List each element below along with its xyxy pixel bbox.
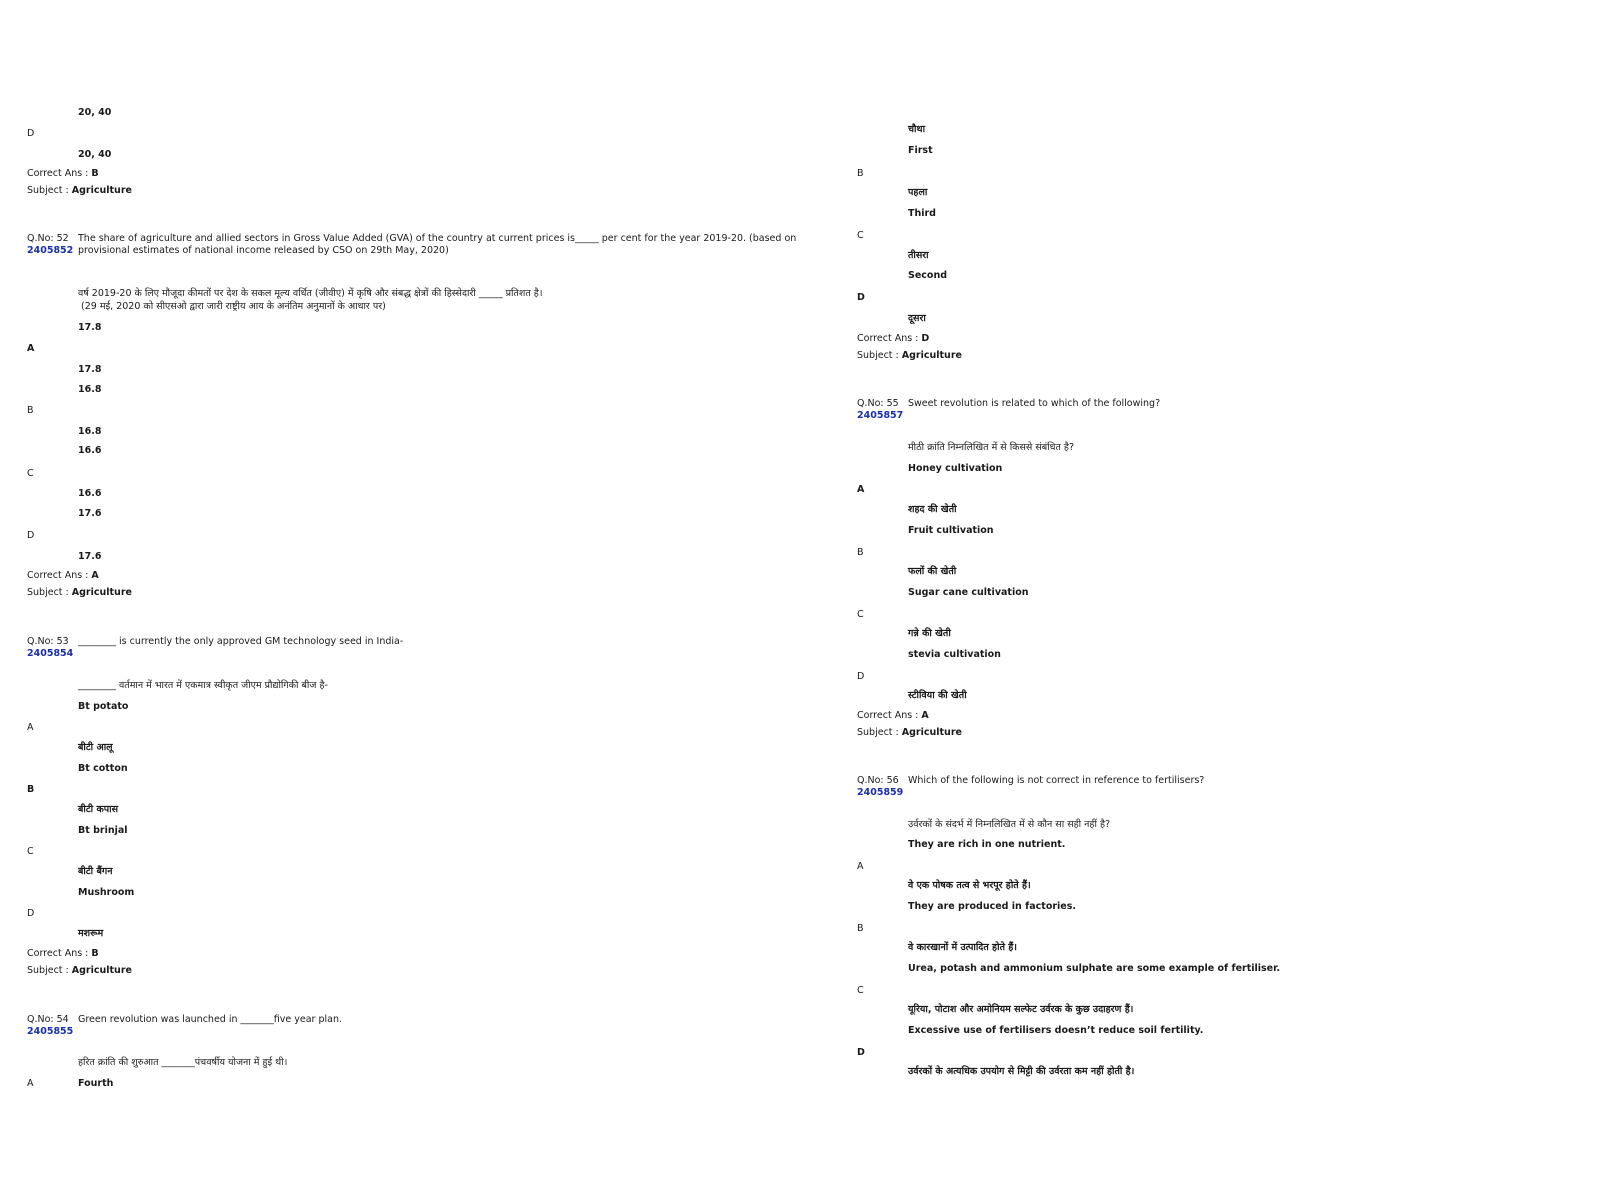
option-text-hi: बीटी बैंगन — [78, 866, 113, 877]
correct-answer: Correct Ans : D — [857, 333, 930, 344]
question-text-hi: वर्ष 2019-20 के लिए मौजूदा कीमतों पर देश के सकल मूल्य वर्धित (जीवीए) में कृषि और संबद्ध क्षेत्रों की हिस्सेदारी _____ प्रतिशत है। — [78, 288, 543, 299]
option-marker: A — [27, 343, 35, 354]
correct-answer: Correct Ans : A — [857, 710, 929, 721]
option-text-hi: वे कारखानों में उत्पादित होते हैं। — [908, 942, 1017, 953]
option-text-en: Bt potato — [78, 701, 129, 712]
option-text-hi: शहद की खेती — [908, 504, 957, 515]
subject: Subject : Agriculture — [857, 350, 962, 361]
option-marker: D — [27, 128, 35, 139]
option-text-en: They are rich in one nutrient. — [908, 839, 1066, 850]
question-id: 2405859 — [857, 787, 904, 798]
option-text-en: First — [908, 145, 933, 156]
question-id: 2405857 — [857, 410, 904, 421]
question-text-en: ________ is currently the only approved GM technology seed in India- — [78, 636, 404, 647]
option-text-hi: 17.8 — [78, 364, 102, 375]
option-text-en: Fourth — [78, 1078, 114, 1089]
option-text-hi: 17.6 — [78, 551, 102, 562]
question-text-en: Sweet revolution is related to which of the following? — [908, 398, 1161, 409]
option-text-hi: स्टीविया की खेती — [908, 690, 967, 701]
option-text-en: Sugar cane cultivation — [908, 587, 1029, 598]
option-marker: B — [857, 168, 864, 179]
option-marker: D — [857, 292, 865, 303]
option-marker: D — [857, 671, 865, 682]
question-number: Q.No: 52 — [27, 233, 69, 244]
option-text-hi: बीटी कपास — [78, 804, 119, 815]
option-marker: A — [857, 861, 864, 872]
question-text-en: provisional estimates of national income released by CSO on 29th May, 2020) — [78, 245, 449, 256]
question-id: 2405855 — [27, 1026, 74, 1037]
option-text-en: Bt brinjal — [78, 825, 128, 836]
option-text-en: Mushroom — [78, 887, 135, 898]
option-marker: C — [27, 846, 34, 857]
option-text-en: 16.8 — [78, 384, 102, 395]
option-marker: B — [27, 405, 34, 416]
option-text-en: Third — [908, 208, 936, 219]
option-marker: B — [857, 547, 864, 558]
option-text-hi: उर्वरकों के अत्यधिक उपयोग से मिट्टी की उर्वरता कम नहीं होती है। — [908, 1066, 1135, 1077]
option-marker: A — [857, 484, 865, 495]
question-text-en: Which of the following is not correct in reference to fertilisers? — [908, 775, 1205, 786]
option-marker: C — [27, 468, 34, 479]
option-text-en: They are produced in factories. — [908, 901, 1077, 912]
option-marker: D — [27, 908, 35, 919]
option-text-hi: 16.6 — [78, 488, 102, 499]
option-marker: D — [27, 530, 35, 541]
option-text-en: stevia cultivation — [908, 649, 1001, 660]
subject: Subject : Agriculture — [27, 965, 132, 976]
option-text-en: Fruit cultivation — [908, 525, 994, 536]
question-number: Q.No: 53 — [27, 636, 69, 647]
subject: Subject : Agriculture — [27, 185, 132, 196]
option-text-hi: तीसरा — [908, 250, 929, 261]
question-text-hi: हरित क्रांति की शुरुआत _______पंचवर्षीय योजना में हुई थी। — [78, 1057, 288, 1068]
option-text-hi: दूसरा — [908, 313, 926, 324]
question-id: 2405852 — [27, 245, 74, 256]
option-marker: B — [857, 923, 864, 934]
subject: Subject : Agriculture — [27, 587, 132, 598]
option-marker: A — [27, 722, 34, 733]
option-text-en: 17.6 — [78, 508, 102, 519]
subject: Subject : Agriculture — [857, 727, 962, 738]
option-text-en: Urea, potash and ammonium sulphate are some example of fertiliser. — [908, 963, 1281, 974]
correct-answer: Correct Ans : B — [27, 168, 99, 179]
option-text-en: Excessive use of fertilisers doesn’t reduce soil fertility. — [908, 1025, 1204, 1036]
option-text-en: 16.6 — [78, 445, 102, 456]
option-text-hi: 16.8 — [78, 426, 102, 437]
option-text-hi: फलों की खेती — [908, 566, 957, 577]
option-text: 20, 40 — [78, 149, 112, 160]
option-text-hi: पहला — [908, 187, 928, 198]
option-text-hi: चौथा — [908, 124, 926, 135]
option-text: 20, 40 — [78, 107, 112, 118]
option-marker: C — [857, 985, 864, 996]
question-number: Q.No: 56 — [857, 775, 899, 786]
option-text-hi: मशरूम — [78, 928, 104, 939]
question-text-hi: (29 मई, 2020 को सीएसओ द्वारा जारी राष्ट्रीय आय के अनंतिम अनुमानों के आधार पर) — [81, 301, 386, 312]
question-number: Q.No: 54 — [27, 1014, 69, 1025]
option-text-hi: यूरिया, पोटाश और अमोनियम सल्फेट उर्वरक के कुछ उदाहरण हैं। — [908, 1004, 1134, 1015]
option-marker: B — [27, 784, 35, 795]
question-number: Q.No: 55 — [857, 398, 899, 409]
question-text-en: The share of agriculture and allied sectors in Gross Value Added (GVA) of the country at current prices is_____ per cent for the year 2019-20. (based on — [78, 233, 797, 244]
option-marker: C — [857, 609, 864, 620]
option-text-en: Honey cultivation — [908, 463, 1003, 474]
question-id: 2405854 — [27, 648, 74, 659]
option-marker: D — [857, 1047, 865, 1058]
question-text-hi: ________ वर्तमान में भारत में एकमात्र स्वीकृत जीएम प्रौद्योगिकी बीज है- — [78, 680, 328, 691]
option-text-hi: गन्ने की खेती — [908, 628, 951, 639]
question-text-hi: मीठी क्रांति निम्नलिखित में से किससे संबंधित है? — [908, 442, 1075, 453]
question-text-en: Green revolution was launched in _______five year plan. — [78, 1014, 342, 1025]
option-text-en: Second — [908, 270, 948, 281]
option-text-hi: बीटी आलू — [78, 742, 113, 753]
option-marker: A — [27, 1078, 34, 1089]
option-text-en: 17.8 — [78, 322, 102, 333]
question-text-hi: उर्वरकों के संदर्भ में निम्नलिखित में से कौन सा सही नहीं है? — [908, 819, 1111, 830]
correct-answer: Correct Ans : B — [27, 948, 99, 959]
option-marker: C — [857, 230, 864, 241]
correct-answer: Correct Ans : A — [27, 570, 99, 581]
option-text-en: Bt cotton — [78, 763, 128, 774]
option-text-hi: वे एक पोषक तत्व से भरपूर होते हैं। — [908, 880, 1031, 891]
